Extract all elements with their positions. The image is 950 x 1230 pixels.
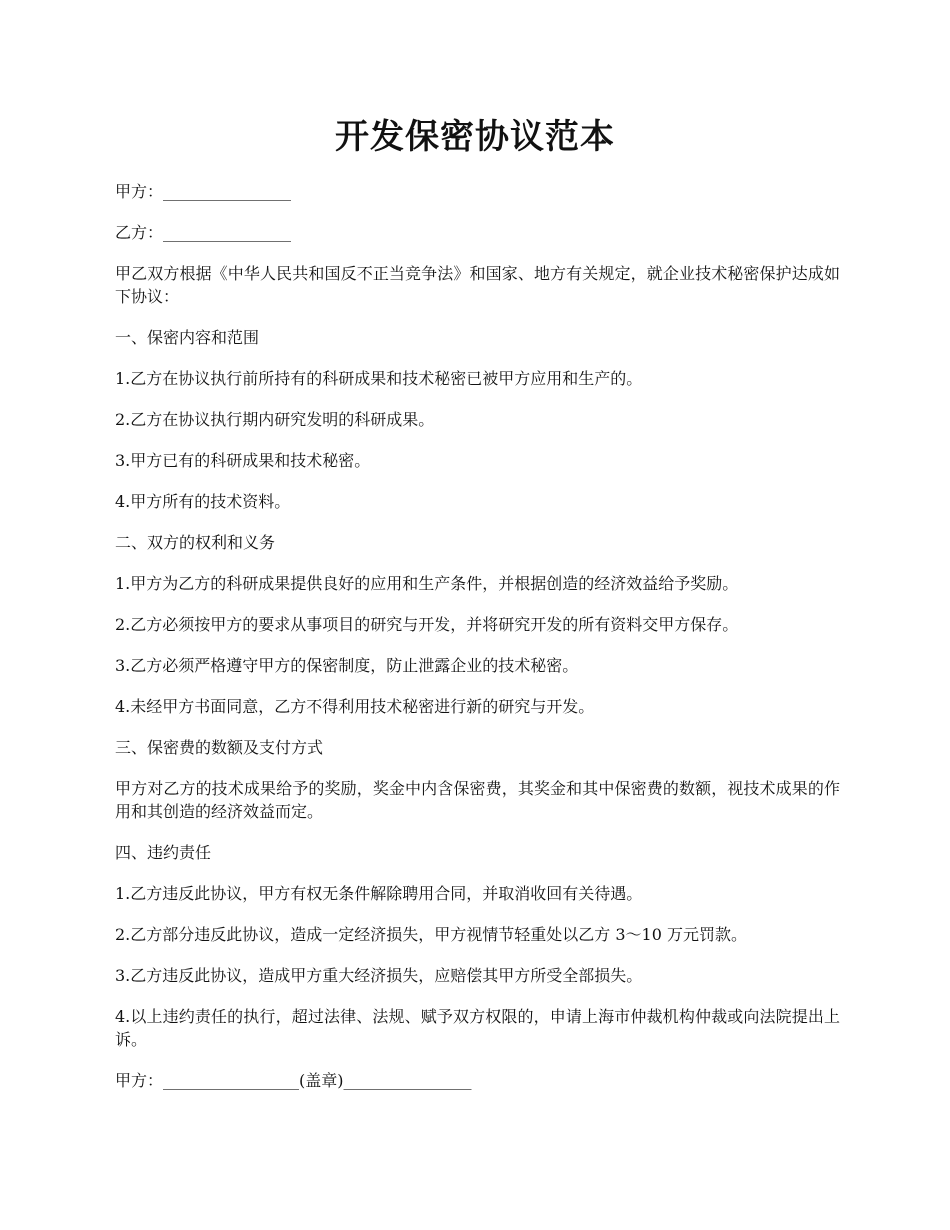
- clause-1-4: 4.甲方所有的技术资料。: [115, 492, 291, 511]
- party-a-line: 甲方：________________: [115, 182, 292, 201]
- clause-4-2: 2.乙方部分违反此协议，造成一定经济损失，甲方视情节轻重处以乙方 3～10 万元罚款。: [115, 925, 747, 944]
- clause-3-1: 甲方对乙方的技术成果给予的奖励，奖金中内含保密费，其奖金和其中保密费的数额，视技术成果的作用和其创造的经济效益而定。: [115, 779, 840, 821]
- clause-4-1: 1.乙方违反此协议，甲方有权无条件解除聘用合同，并取消收回有关待遇。: [115, 884, 643, 903]
- party-b-line: 乙方：________________: [115, 223, 292, 242]
- section-heading-1: 一、保密内容和范围: [115, 328, 260, 347]
- clause-4-4: 4.以上违约责任的执行，超过法律、法规、赋予双方权限的，申请上海市仲裁机构仲裁或向法院提出上诉。: [115, 1007, 840, 1049]
- intro-paragraph: 甲乙双方根据《中华人民共和国反不正当竞争法》和国家、地方有关规定，就企业技术秘密保护达成如下协议：: [115, 264, 840, 306]
- section-heading-3: 三、保密费的数额及支付方式: [115, 738, 324, 757]
- clause-1-2: 2.乙方在协议执行期内研究发明的科研成果。: [115, 410, 435, 429]
- clause-2-4: 4.未经甲方书面同意，乙方不得利用技术秘密进行新的研究与开发。: [115, 697, 595, 716]
- section-heading-2: 二、双方的权利和义务: [115, 533, 276, 552]
- clause-2-1: 1.甲方为乙方的科研成果提供良好的应用和生产条件，并根据创造的经济效益给予奖励。: [115, 574, 739, 593]
- clause-1-1: 1.乙方在协议执行前所持有的科研成果和技术秘密已被甲方应用和生产的。: [115, 369, 643, 388]
- clause-2-3: 3.乙方必须严格遵守甲方的保密制度，防止泄露企业的技术秘密。: [115, 656, 579, 675]
- clause-1-3: 3.甲方已有的科研成果和技术秘密。: [115, 451, 371, 470]
- document-title: 开发保密协议范本: [335, 117, 615, 157]
- clause-4-3: 3.乙方违反此协议，造成甲方重大经济损失，应赔偿其甲方所受全部损失。: [115, 966, 643, 985]
- signature-line: 甲方：_________________(盖章)________________: [115, 1071, 472, 1090]
- section-heading-4: 四、违约责任: [115, 843, 212, 862]
- clause-2-2: 2.乙方必须按甲方的要求从事项目的研究与开发，并将研究开发的所有资料交甲方保存。: [115, 615, 739, 634]
- document-body: [115, 180, 840, 1110]
